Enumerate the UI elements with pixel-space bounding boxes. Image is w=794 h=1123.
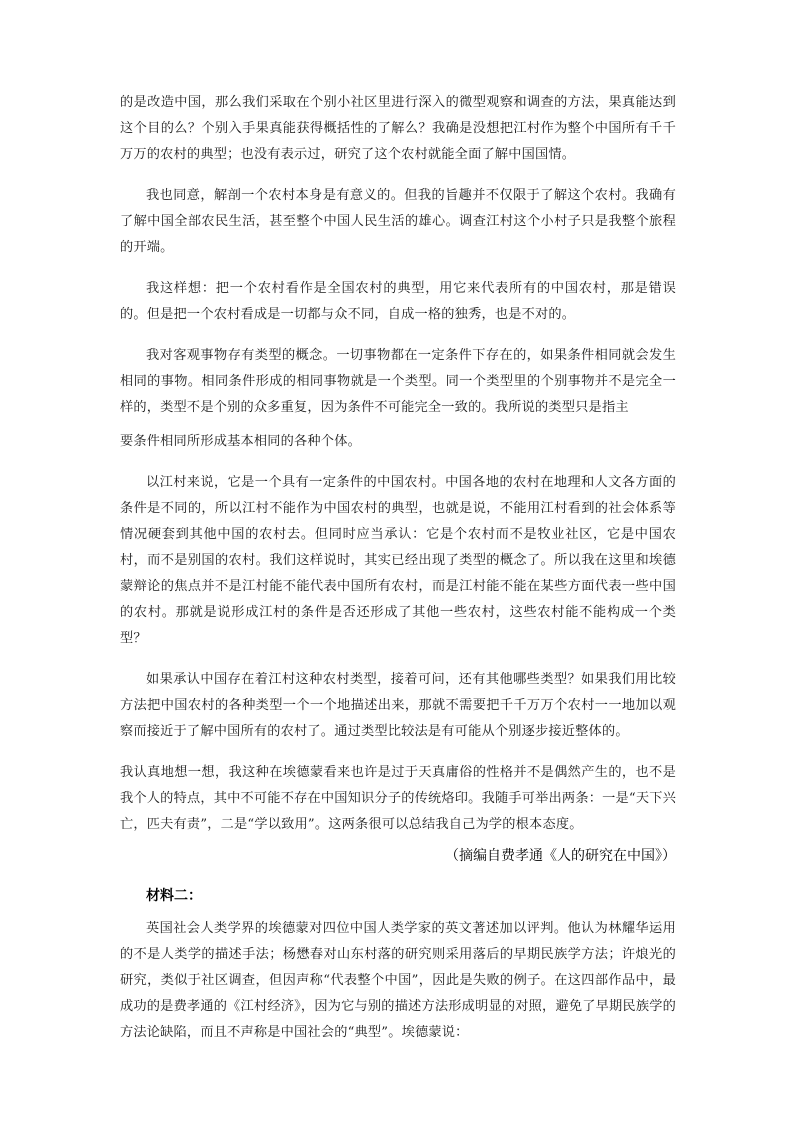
- paragraph-1: 的是改造中国，那么我们采取在个别小社区里进行深入的微型观察和调查的方法，果真能达到这个目的么？个别入手果真能获得概括性的了解么？我确是没想把江村作为整个中国所有千千万万的农村的典型；也没有表示过，研究了这个农村就能全面了解中国国情。: [120, 95, 676, 162]
- document-page: [120, 90, 676, 1046]
- paragraph-4: 我对客观事物存有类型的概念。一切事物都在一定条件下存在的，如果条件相同就会发生相同的事物。相同条件形成的相同事物就是一个类型。同一个类型里的个别事物并不是完全一样的，类型不是个别的众多重复，因为条件不可能完全一致的。我所说的类型只是指主: [120, 348, 676, 415]
- material-two-heading: 材料二：: [146, 887, 202, 903]
- source-citation: （摘编自费孝通《人的研究在中国》）: [445, 847, 676, 863]
- paragraph-2: 我也同意，解剖一个农村本身是有意义的。但我的旨趣并不仅限于了解这个农村。我确有了解中国全部农民生活，甚至整个中国人民生活的雄心。调查江村这个小村子只是我整个旅程的开端。: [120, 188, 676, 255]
- paragraph-5: 以江村来说，它是一个具有一定条件的中国农村。中国各地的农村在地理和人文各方面的条件是不同的，所以江村不能作为中国农村的典型，也就是说，不能用江村看到的社会体系等情况硬套到其他中国的农村去。但同时应当承认：它是个农村而不是牧业社区，它是中国农村，而不是别国的农村。我们这样说时，其实已经出现了类型的概念了。所以我在这里和埃德蒙辩论的焦点并不是江村能不能代表中国所有农村，而是江村能不能在某些方面代表一些中国的农村。那就是说形成江村的条件是否还形成了其他一些农村，这些农村能不能构成一个类型？: [120, 475, 676, 646]
- paragraph-7: 我认真地想一想，我这种在埃德蒙看来也许是过于天真庸俗的性格并不是偶然产生的，也不是我个人的特点，其中不可能不存在中国知识分子的传统烙印。我随手可举出两条：一是“天下兴亡，匹夫有责”，二是“学以致用”。这两条很可以总结我自己为学的根本态度。: [120, 765, 676, 832]
- paragraph-4-continued: 要条件相同所形成基本相同的各种个体。: [120, 434, 361, 449]
- paragraph-6: 如果承认中国存在着江村这种农村类型，接着可问，还有其他哪些类型？如果我们用比较方法把中国农村的各种类型一个一个地描述出来，那就不需要把千千万万个农村一一地加以观察而接近于了解中国所有的农村了。通过类型比较法是有可能从个别逐步接近整体的。: [120, 672, 676, 739]
- material-two-paragraph-1: 英国社会人类学界的埃德蒙对四位中国人类学家的英文著述加以评判。他认为林耀华运用的不是人类学的描述手法；杨懋春对山东村落的研究则采用落后的早期民族学方法；许烺光的研究，类似于社区调查，但因声称“代表整个中国”，因此是失败的例子。在这四部作品中，最成功的是费孝通的《江村经济》，因为它与别的描述方法形成明显的对照，避免了早期民族学的方法论缺陷，而且不声称是中国社会的“典型”。埃德蒙说：: [120, 921, 676, 1040]
- paragraph-3: 我这样想：把一个农村看作是全国农村的典型，用它来代表所有的中国农村，那是错误的。但是把一个农村看成是一切都与众不同，自成一格的独秀，也是不对的。: [120, 281, 676, 322]
